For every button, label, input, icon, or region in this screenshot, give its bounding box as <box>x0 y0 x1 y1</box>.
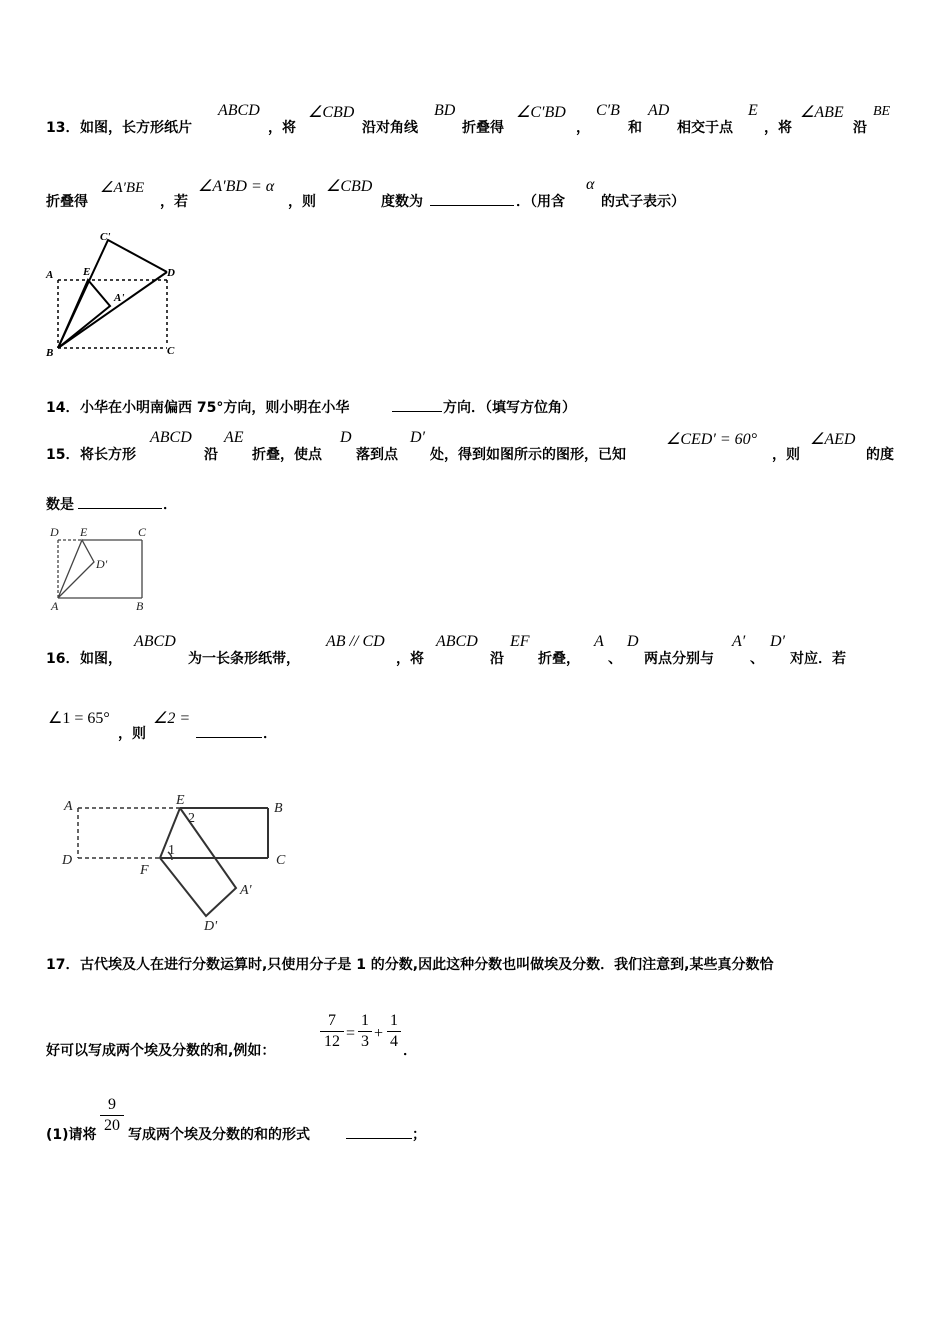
q17-fraction-9-20 <box>100 1096 124 1135</box>
q17-frac-q-num: 9 <box>108 1096 116 1113</box>
q16-math-abcd2: ABCD <box>436 633 478 650</box>
q16-math-parallel: AB // CD <box>326 633 385 650</box>
q16-text-1: 如图， <box>80 651 122 667</box>
q16-label-1: 1 <box>168 843 175 858</box>
q17-text-1: 古代埃及人在进行分数运算时,只使用分子是 1 的分数,因此这种分数也叫做埃及分数．我们注意到,某些真分数恰 <box>80 957 774 973</box>
q17-frac-a-den: 3 <box>361 1033 369 1050</box>
q13-label-b: B <box>46 347 54 359</box>
q17-fraction-1-3 <box>358 1012 372 1051</box>
q16-label-a-prime: A' <box>240 883 252 898</box>
q13-math-be: BE <box>873 104 891 119</box>
q16-label-d-prime: D' <box>204 919 218 932</box>
q13-answer-blank[interactable] <box>430 191 514 210</box>
q17-line2-text-1: 好可以写成两个埃及分数的和,例如： <box>46 1043 276 1059</box>
q15-label-d: D <box>50 525 59 539</box>
q16-text-3: ，将 <box>396 651 424 667</box>
q13-label-d: D <box>167 267 175 279</box>
q13-math-cb: C′B <box>596 102 620 119</box>
q13-label-c: C <box>167 345 175 357</box>
q13-math-ad: AD <box>648 102 670 119</box>
q13-line2-text-3: ，则 <box>288 194 316 210</box>
q17-fraction-1-4 <box>387 1012 401 1051</box>
q13-math-abcd: ABCD <box>218 102 260 119</box>
q14-num: 14． <box>46 400 80 416</box>
q13-math-angle-cbd: ∠CBD <box>308 104 355 121</box>
q13-text-1: 如图，长方形纸片 <box>80 120 192 136</box>
q16-label-d: D <box>62 853 73 868</box>
q13-num: 13． <box>46 120 80 136</box>
q17-num: 17． <box>46 957 80 973</box>
q16-label-a: A <box>64 799 73 814</box>
q15-answer-blank[interactable] <box>78 494 162 513</box>
q15-text-2: 沿 <box>204 447 218 463</box>
q15-text-4: 落到点 <box>356 447 398 463</box>
q13-text-2: ，将 <box>268 120 296 136</box>
q16-text-4: 沿 <box>490 651 504 667</box>
q17-sub1-text-1: (1)请将 <box>46 1127 97 1143</box>
q17-frac-main-num: 7 <box>328 1012 336 1029</box>
q17-frac-b-den: 4 <box>390 1033 398 1050</box>
q17-sub1-answer-blank[interactable] <box>346 1124 412 1143</box>
q13-label-c-prime: C' <box>100 231 111 243</box>
q15-label-d-prime: D' <box>96 557 108 571</box>
q13-text-4: 折叠得 <box>462 120 504 136</box>
q13-line2-text-5: ．（用含 <box>516 194 565 210</box>
q16-answer-blank[interactable] <box>196 723 262 742</box>
q16-math-d: D <box>627 633 639 650</box>
q16-label-f: F <box>140 863 149 878</box>
q16-math-a: A <box>594 633 604 650</box>
q13-label-a-prime: A' <box>114 292 125 304</box>
q16-math-ef: EF <box>510 633 530 650</box>
q16-math-abcd: ABCD <box>134 633 176 650</box>
q17-frac-main-den: 12 <box>324 1033 340 1050</box>
q15-label-c: C <box>138 525 147 539</box>
q15-math-abcd: ABCD <box>150 429 192 446</box>
q16-math-a-prime: A′ <box>732 633 746 650</box>
q17-equals: = <box>346 1025 356 1042</box>
q14-text-1: 小华在小明南偏西 75°方向，则小明在小华 <box>80 400 350 416</box>
q17-frac-b-num: 1 <box>390 1012 398 1029</box>
q17-line2-end: ． <box>403 1043 417 1059</box>
q15-math-equation: ∠CED′ = 60° <box>666 431 758 448</box>
q15-label-e: E <box>80 525 88 539</box>
q13-math-angle-abe2: ∠A′BE <box>100 180 145 196</box>
q13-math-e: E <box>748 102 758 119</box>
q16-line2-text-1: ，则 <box>118 726 146 742</box>
q14-text-2: 方向．（填写方位角） <box>443 400 576 416</box>
q13-text-9: 沿 <box>853 120 867 136</box>
q15-figure <box>44 524 156 614</box>
q15-math-d: D <box>340 429 352 446</box>
q13-line2-text-2: ，若 <box>160 194 188 210</box>
q16-text-2: 为一长条形纸带， <box>188 651 300 667</box>
q17-plus: + <box>374 1025 384 1042</box>
q13-math-angle-cbd3: ∠CBD <box>326 178 373 195</box>
q15-math-aed: ∠AED <box>810 431 856 448</box>
q13-math-equation: ∠A′BD = α <box>198 178 275 195</box>
q17-sub1-text-3: ； <box>412 1127 426 1143</box>
q13-text-7: 相交于点 <box>677 120 733 136</box>
q13-math-angle-abe: ∠ABE <box>800 104 844 121</box>
q17-fraction-7-12 <box>320 1012 344 1051</box>
q13-line2-text-1: 折叠得 <box>46 194 88 210</box>
q13-text-5: ， <box>576 120 590 136</box>
q15-text-7: 的度 <box>866 447 894 463</box>
q15-label-a: A <box>51 599 59 613</box>
q16-figure <box>56 790 296 932</box>
q13-math-angle-cbd2: ∠C′BD <box>516 104 566 121</box>
q17-frac-a-num: 1 <box>361 1012 369 1029</box>
q13-text-8: ，将 <box>764 120 792 136</box>
q15-line2-text-1: 数是 <box>46 497 74 513</box>
q13-label-e: E <box>83 266 91 278</box>
q13-line2-text-4: 度数为 <box>381 194 423 210</box>
q17-sub1-text-2: 写成两个埃及分数的和的形式 <box>128 1127 310 1143</box>
q13-figure <box>40 228 190 360</box>
q15-label-b: B <box>136 599 144 613</box>
q16-math-equation: ∠1 = 65° <box>48 710 110 727</box>
q16-text-8: 、 <box>750 651 764 667</box>
q16-label-c: C <box>276 853 286 868</box>
q15-text-5: 处，得到如图所示的图形，已知 <box>430 447 626 463</box>
q16-num: 16． <box>46 651 80 667</box>
q16-text-5: 折叠， <box>538 651 580 667</box>
q16-label-2: 2 <box>188 811 195 826</box>
q15-line2-text-2: ． <box>163 497 177 513</box>
q15-math-d-prime: D′ <box>410 429 426 446</box>
q15-text-1: 将长方形 <box>80 447 136 463</box>
q13-line2-text-6: 的式子表示） <box>601 194 685 210</box>
q16-math-angle-2: ∠2 = <box>153 710 191 727</box>
q13-text-6: 和 <box>628 120 642 136</box>
q16-label-e: E <box>176 793 185 808</box>
q13-text-3: 沿对角线 <box>362 120 418 136</box>
q13-math-bd: BD <box>434 102 456 119</box>
q14-answer-blank[interactable] <box>392 397 442 416</box>
q16-text-6: 、 <box>608 651 622 667</box>
q15-num: 15． <box>46 447 80 463</box>
q13-math-alpha: α <box>586 176 595 193</box>
q16-math-d-prime: D′ <box>770 633 786 650</box>
q16-text-9: 对应．若 <box>790 651 846 667</box>
q15-text-6: ，则 <box>772 447 800 463</box>
q15-math-ae: AE <box>224 429 244 446</box>
q16-text-7: 两点分别与 <box>644 651 714 667</box>
q15-text-3: 折叠，使点 <box>252 447 322 463</box>
q17-frac-q-den: 20 <box>104 1117 120 1134</box>
q16-label-b: B <box>274 801 283 816</box>
q13-label-a: A <box>46 269 54 281</box>
q16-line2-text-2: ． <box>263 726 277 742</box>
